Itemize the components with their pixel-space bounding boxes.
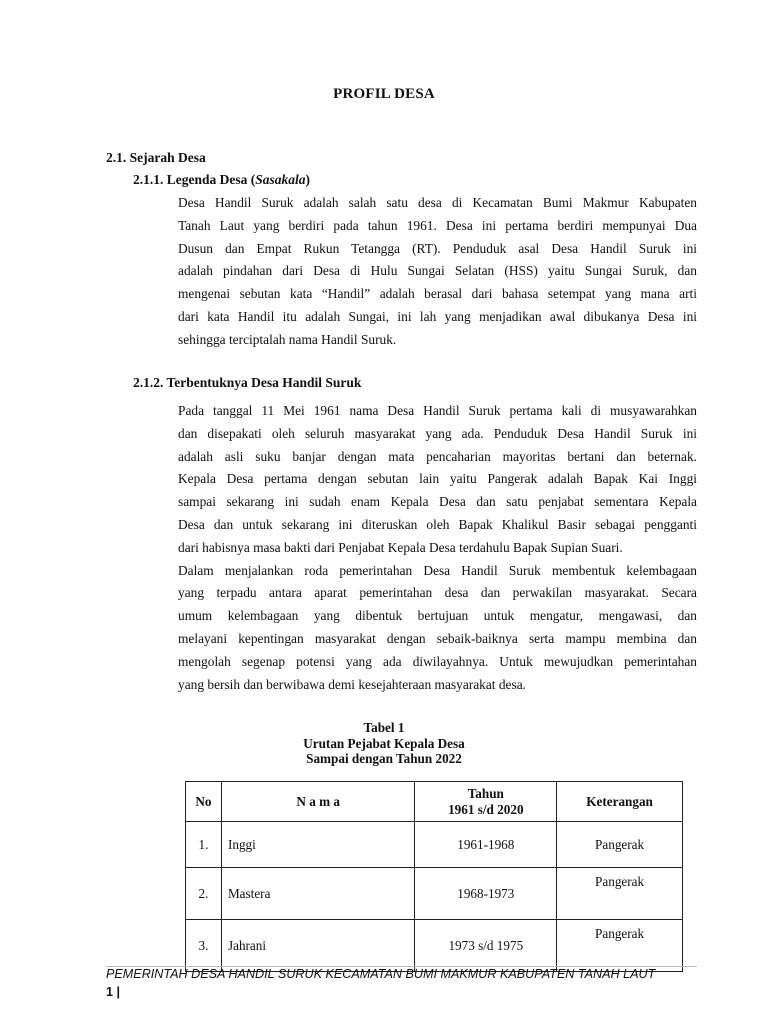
paragraph-line: dari kata Handil itu adalah Sungai, ini lah yang menjadikan awal dibukanya Desa ini	[178, 308, 697, 324]
footer-text: PEMERINTAH DESA HANDIL SURUK KECAMATAN BUMI MAKMUR KABUPATEN TANAH LAUT	[106, 967, 656, 981]
table-caption-subtitle: Sampai dengan Tahun 2022	[306, 751, 462, 766]
paragraph-line: adalah pindahan dari Desa di Hulu Sungai Selatan (HSS) yaitu Sungai Suruk, dan	[178, 263, 697, 279]
table-row	[186, 822, 683, 868]
subsection-heading-prefix: 2.1.1. Legenda Desa (	[133, 172, 256, 187]
header-tahun-line2: 1961 s/d 2020	[448, 801, 524, 817]
page-number: 1 |	[106, 985, 121, 999]
cell-tahun: 1968-1973	[415, 868, 557, 920]
paragraph-line: Dalam menjalankan roda pemerintahan Desa Handil Suruk membentuk kelembagaan	[178, 562, 697, 578]
table-caption	[0, 720, 768, 767]
cell-keterangan: Pangerak	[557, 920, 683, 972]
paragraph-line: Tanah Laut yang berdiri pada tahun 1961. Desa ini pertama berdiri mempunyai Dua	[178, 217, 697, 233]
kepala-desa-table	[185, 781, 683, 972]
subsection-heading-legenda	[133, 172, 310, 188]
paragraph-line: mengolah segenap potensi yang ada diwilayahnya. Untuk mewujudkan pemerintahan	[178, 653, 697, 669]
header-tahun-line1: Tahun	[467, 785, 504, 801]
paragraph-line: Desa Handil Suruk adalah salah satu desa di Kecamatan Bumi Makmur Kabupaten	[178, 195, 697, 210]
cell-no: 1.	[186, 822, 222, 868]
table-caption-number: Tabel 1	[363, 720, 405, 735]
paragraph-line: melayani kepentingan masyarakat dengan sebaik-baiknya serta mampu membina dan	[178, 630, 697, 646]
cell-nama: Jahrani	[221, 920, 415, 972]
cell-no: 3.	[186, 920, 222, 972]
header-tahun	[415, 782, 557, 822]
paragraph-line: dan disepakati oleh seluruh masyarakat yang ada. Penduduk Desa Handil Suruk ini	[178, 425, 697, 441]
cell-nama: Mastera	[221, 868, 415, 920]
paragraph-line: Kepala Desa pertama dengan sebutan lain yaitu Pangerak adalah Bapak Kai Inggi	[178, 471, 697, 487]
paragraph-line: sampai sekarang ini sudah enam Kepala Desa dan satu penjabat sementara Kepala	[178, 494, 697, 510]
paragraph-line: Desa dan untuk sekarang ini diteruskan oleh Bapak Khalikul Basir sebagai pengganti	[178, 516, 697, 532]
subsection-heading-italic: Sasakala	[255, 172, 306, 187]
paragraph-terbentuknya	[178, 400, 697, 696]
cell-keterangan: Pangerak	[557, 822, 683, 868]
paragraph-line: Dusun dan Empat Rukun Tetangga (RT). Penduduk asal Desa Handil Suruk ini	[178, 240, 697, 256]
subsection-heading-terbentuknya: 2.1.2. Terbentuknya Desa Handil Suruk	[133, 375, 362, 390]
paragraph-line: Pada tanggal 11 Mei 1961 nama Desa Handil Suruk pertama kali di musyawarahkan	[178, 403, 697, 418]
table-header-row	[186, 782, 683, 822]
table-row	[186, 868, 683, 920]
subsection-heading-suffix: )	[305, 172, 311, 187]
paragraph-legenda	[178, 192, 697, 352]
cell-tahun: 1961-1968	[415, 822, 557, 868]
header-nama: N a m a	[221, 782, 415, 822]
paragraph-line: yang bersih dan berwibawa demi kesejahteraan masyarakat desa.	[178, 676, 527, 692]
header-no: No	[186, 782, 222, 822]
table-caption-title: Urutan Pejabat Kepala Desa	[303, 735, 465, 751]
cell-nama: Inggi	[221, 822, 415, 868]
paragraph-line: adalah asli suku banjar dengan mata pencaharian mayoritas bertani dan beternak.	[178, 448, 697, 464]
paragraph-line: dari habisnya masa bakti dari Penjabat Kepala Desa terdahulu Bapak Supian Suari.	[178, 539, 623, 555]
paragraph-line: mengenai sebutan kata “Handil” adalah berasal dari bahasa setempat yang mana arti	[178, 286, 697, 302]
header-keterangan: Keterangan	[557, 782, 683, 822]
paragraph-line: sehingga terciptalah nama Handil Suruk.	[178, 331, 397, 347]
page-title: PROFIL DESA	[333, 86, 435, 102]
paragraph-line: umum kelembagaan yang dibentuk bertujuan untuk mengatur, mengawasi, dan	[178, 608, 697, 624]
section-heading: 2.1. Sejarah Desa	[106, 150, 206, 165]
table-row	[186, 920, 683, 972]
paragraph-line: yang terpadu antara aparat pemerintahan desa dan perwakilan masyarakat. Secara	[178, 585, 697, 601]
cell-keterangan: Pangerak	[557, 868, 683, 920]
cell-tahun: 1973 s/d 1975	[415, 920, 557, 972]
cell-no: 2.	[186, 868, 222, 920]
